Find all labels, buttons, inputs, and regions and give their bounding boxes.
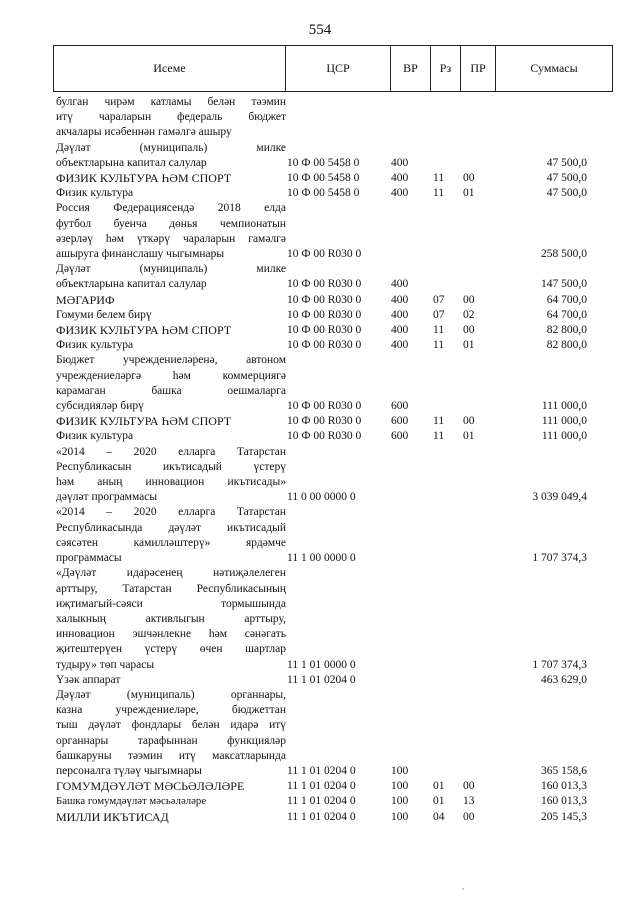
row-name <box>53 308 286 323</box>
row-vr: 100 <box>391 780 409 793</box>
row-name <box>53 171 286 186</box>
row-vr: 100 <box>391 795 409 808</box>
table-row <box>53 688 613 779</box>
row-name-line: ГОМУМДӘҮЛӘТ МӘСЬӘЛӘЛӘРЕ <box>56 779 245 794</box>
row-rz: 11 <box>433 339 445 352</box>
row-name-line: арттыру, Татарстан Республикасының <box>56 582 286 595</box>
row-rz: 11 <box>433 172 445 185</box>
table-row <box>53 505 613 566</box>
row-csr: 11 1 01 0000 0 <box>287 658 356 671</box>
row-rz: 07 <box>433 293 445 306</box>
row-name-line: җитештерүен үстерү өчен шартлар <box>56 643 286 656</box>
row-csr: 10 Ф 00 R030 0 <box>287 293 362 306</box>
row-name-line: тыш дәүләт фондлары белән идарә итү <box>56 719 286 732</box>
row-csr: 11 1 01 0204 0 <box>287 673 356 686</box>
row-sum: 160 013,3 <box>541 780 587 793</box>
row-rz: 04 <box>433 810 445 823</box>
row-name-line: Физик культура <box>56 430 134 443</box>
row-name-line: халыкның активлыгын арттыру, <box>56 612 286 625</box>
row-name-line: иҗтимагый-сәяси тормышында <box>56 597 286 610</box>
row-name-line: персоналга түләү чыгымнары <box>56 764 202 777</box>
row-name <box>53 353 286 414</box>
row-vr: 400 <box>391 278 409 291</box>
row-pr: 00 <box>463 810 475 823</box>
row-name-line: Физик культура <box>56 187 134 200</box>
row-name-line: инновацион эшчәнлекне һәм сәнәгать <box>56 628 286 641</box>
header-sum: Суммасы <box>495 46 612 91</box>
row-name-line: МИЛЛИ ИКЪТИСАД <box>56 809 169 824</box>
row-pr: 00 <box>463 324 475 337</box>
row-csr: 10 Ф 00 R030 0 <box>287 430 362 443</box>
row-vr: 600 <box>391 415 409 428</box>
row-name-line: акчалары исәбеннән гамәлгә ашыру <box>56 126 232 139</box>
table-row <box>53 171 613 186</box>
row-name-line: Республикасын икътисадый үстерү <box>56 460 286 473</box>
row-name-line: Гомуми белем бирү <box>56 308 152 321</box>
scan-speck <box>462 888 464 890</box>
row-sum: 160 013,3 <box>541 795 587 808</box>
row-name-line: «2014 – 2020 елларга Татарстан <box>56 445 286 458</box>
table-row <box>53 566 613 672</box>
row-name-line: ФИЗИК КУЛЬТУРА ҺӘМ СПОРТ <box>56 171 232 186</box>
row-name <box>53 293 286 308</box>
row-name <box>53 95 286 141</box>
table-row <box>53 779 613 794</box>
row-vr: 400 <box>391 324 409 337</box>
row-rz: 01 <box>433 795 445 808</box>
row-rz: 11 <box>433 430 445 443</box>
row-name-line: булган чирәм катламы белән тәэмин <box>56 96 286 108</box>
row-name-line: «2014 – 2020 елларга Татарстан <box>56 506 286 519</box>
row-name <box>53 688 286 779</box>
row-vr: 100 <box>391 764 409 777</box>
row-sum: 258 500,0 <box>541 248 587 261</box>
table-row <box>53 323 613 338</box>
row-name <box>53 323 286 338</box>
row-name-line: тудыру» төп чарасы <box>56 658 155 671</box>
row-name <box>53 566 286 672</box>
row-name-line: Республикасында дәүләт икътисадый <box>56 521 286 534</box>
row-name-line: казна учреждениеләре, бюджеттан <box>56 704 286 717</box>
table-row <box>53 414 613 429</box>
row-name-line: учреждениеләргә һәм коммерциягә <box>56 369 286 382</box>
row-name <box>53 338 286 353</box>
row-csr: 11 1 01 0204 0 <box>287 764 356 777</box>
row-sum: 3 039 049,4 <box>532 491 587 504</box>
row-name-line: футбол буенча дөнья чемпионатын <box>56 217 286 230</box>
row-csr: 10 Ф 00 R030 0 <box>287 324 362 337</box>
table-row <box>53 429 613 444</box>
row-name-line: сәясәтен камилләштерү» ярдәмче <box>56 536 286 549</box>
row-name <box>53 505 286 566</box>
row-sum: 111 000,0 <box>541 430 587 443</box>
header-rz: Рз <box>430 46 460 91</box>
row-name <box>53 414 286 429</box>
row-csr: 10 Ф 00 R030 0 <box>287 278 362 291</box>
table-row <box>53 308 613 323</box>
row-vr: 400 <box>391 172 409 185</box>
row-name <box>53 779 286 794</box>
row-sum: 205 145,3 <box>541 810 587 823</box>
table-row <box>53 141 613 171</box>
row-csr: 11 1 01 0204 0 <box>287 780 356 793</box>
page-number: 554 <box>308 22 332 38</box>
row-name <box>53 810 286 825</box>
row-pr: 01 <box>463 339 475 352</box>
row-csr: 10 Ф 00 R030 0 <box>287 308 362 321</box>
header-csr: ЦСР <box>285 46 390 91</box>
row-vr: 400 <box>391 339 409 352</box>
row-sum: 365 158,6 <box>541 764 587 777</box>
row-name-line: карамаган башка оешмаларга <box>56 384 286 397</box>
row-sum: 64 700,0 <box>546 308 587 321</box>
row-csr: 11 1 00 0000 0 <box>287 552 356 565</box>
row-name-line: ФИЗИК КУЛЬТУРА ҺӘМ СПОРТ <box>56 323 232 338</box>
row-name <box>53 445 286 506</box>
table-row <box>53 186 613 201</box>
table-body <box>53 95 613 825</box>
row-name-line: Бюджет учреждениеләренә, автоном <box>56 354 286 367</box>
table-row <box>53 353 613 414</box>
row-name <box>53 429 286 444</box>
row-rz: 07 <box>433 308 445 321</box>
row-sum: 1 707 374,3 <box>532 658 587 671</box>
row-sum: 111 000,0 <box>541 415 587 428</box>
row-sum: 82 800,0 <box>546 324 587 337</box>
row-pr: 00 <box>463 293 475 306</box>
row-sum: 463 629,0 <box>541 673 587 686</box>
row-name-line: һәм аның инновацион икътисады» <box>56 476 286 489</box>
row-name-line: органнары тарафыннан функцияләр <box>56 734 286 747</box>
row-csr: 10 Ф 00 R030 0 <box>287 248 362 261</box>
row-sum: 147 500,0 <box>541 278 587 291</box>
row-csr: 10 Ф 00 R030 0 <box>287 400 362 413</box>
table-row <box>53 293 613 308</box>
table-row <box>53 445 613 506</box>
header-name: Исеме <box>153 61 186 75</box>
row-csr: 10 Ф 00 R030 0 <box>287 415 362 428</box>
row-name-line: Физик культура <box>56 339 134 352</box>
row-name <box>53 201 286 262</box>
row-pr: 00 <box>463 780 475 793</box>
row-name <box>53 794 286 809</box>
row-csr: 10 Ф 00 5458 0 <box>287 156 360 169</box>
row-name-line: Дәүләт (муниципаль) милке <box>56 263 286 276</box>
table-row <box>53 794 613 809</box>
row-name <box>53 186 286 201</box>
table-row <box>53 262 613 292</box>
row-csr: 10 Ф 00 5458 0 <box>287 187 360 200</box>
row-csr: 11 0 00 0000 0 <box>287 491 356 504</box>
row-name-line: ФИЗИК КУЛЬТУРА ҺӘМ СПОРТ <box>56 414 232 429</box>
row-pr: 00 <box>463 172 475 185</box>
row-name-line: ашыруга финанслашу чыгымнары <box>56 248 225 261</box>
row-vr: 600 <box>391 400 409 413</box>
row-name <box>53 141 286 171</box>
row-vr: 400 <box>391 293 409 306</box>
row-sum: 47 500,0 <box>546 187 587 200</box>
row-name-line: объектларына капитал салулар <box>56 156 207 169</box>
row-name <box>53 673 286 688</box>
row-name-line: Үзәк аппарат <box>56 673 121 686</box>
row-pr: 13 <box>463 795 475 808</box>
row-rz: 01 <box>433 780 445 793</box>
row-sum: 111 000,0 <box>541 400 587 413</box>
row-vr: 400 <box>391 156 409 169</box>
row-csr: 11 1 01 0204 0 <box>287 810 356 823</box>
row-sum: 1 707 374,3 <box>532 552 587 565</box>
row-name-line: Башка гомумдәүләт мәсьәләләре <box>56 795 207 808</box>
row-rz: 11 <box>433 187 445 200</box>
row-vr: 400 <box>391 308 409 321</box>
table-row <box>53 810 613 825</box>
table-header <box>53 45 613 92</box>
row-csr: 10 Ф 00 5458 0 <box>287 172 360 185</box>
row-vr: 400 <box>391 187 409 200</box>
row-name-line: «Дәүләт идарәсенең нәтиҗәлелеген <box>56 567 286 580</box>
row-vr: 100 <box>391 810 409 823</box>
row-pr: 00 <box>463 415 475 428</box>
row-pr: 01 <box>463 430 475 443</box>
row-rz: 11 <box>433 324 445 337</box>
table-row <box>53 338 613 353</box>
row-name <box>53 262 286 292</box>
row-vr: 600 <box>391 430 409 443</box>
row-name-line: программасы <box>56 552 122 565</box>
row-name-line: Дәүләт (муниципаль) органнары, <box>56 688 286 701</box>
row-name-line: башкаруны тәэмин итү максатларында <box>56 749 286 762</box>
row-csr: 10 Ф 00 R030 0 <box>287 339 362 352</box>
header-pr: ПР <box>460 46 495 91</box>
row-name-line: дәүләт программасы <box>56 491 158 504</box>
row-pr: 02 <box>463 308 475 321</box>
row-sum: 82 800,0 <box>546 339 587 352</box>
header-vr: ВР <box>390 46 430 91</box>
row-name-line: объектларына капитал салулар <box>56 278 207 291</box>
table-row <box>53 95 613 141</box>
row-pr: 01 <box>463 187 475 200</box>
row-name-line: субсидияләр бирү <box>56 400 144 413</box>
table-row <box>53 201 613 262</box>
row-name-line: Дәүләт (муниципаль) милке <box>56 141 286 154</box>
table-row <box>53 673 613 688</box>
row-name-line: әзерләү һәм үткәрү чараларын гамәлгә <box>56 232 286 245</box>
row-csr: 11 1 01 0204 0 <box>287 795 356 808</box>
row-rz: 11 <box>433 415 445 428</box>
row-sum: 64 700,0 <box>546 293 587 306</box>
row-sum: 47 500,0 <box>546 172 587 185</box>
row-name-line: Россия Федерациясендә 2018 елда <box>56 202 286 215</box>
row-name-line: итү чараларын федераль бюджет <box>56 111 286 124</box>
row-name-line: МӘГАРИФ <box>56 292 115 307</box>
row-sum: 47 500,0 <box>546 156 587 169</box>
